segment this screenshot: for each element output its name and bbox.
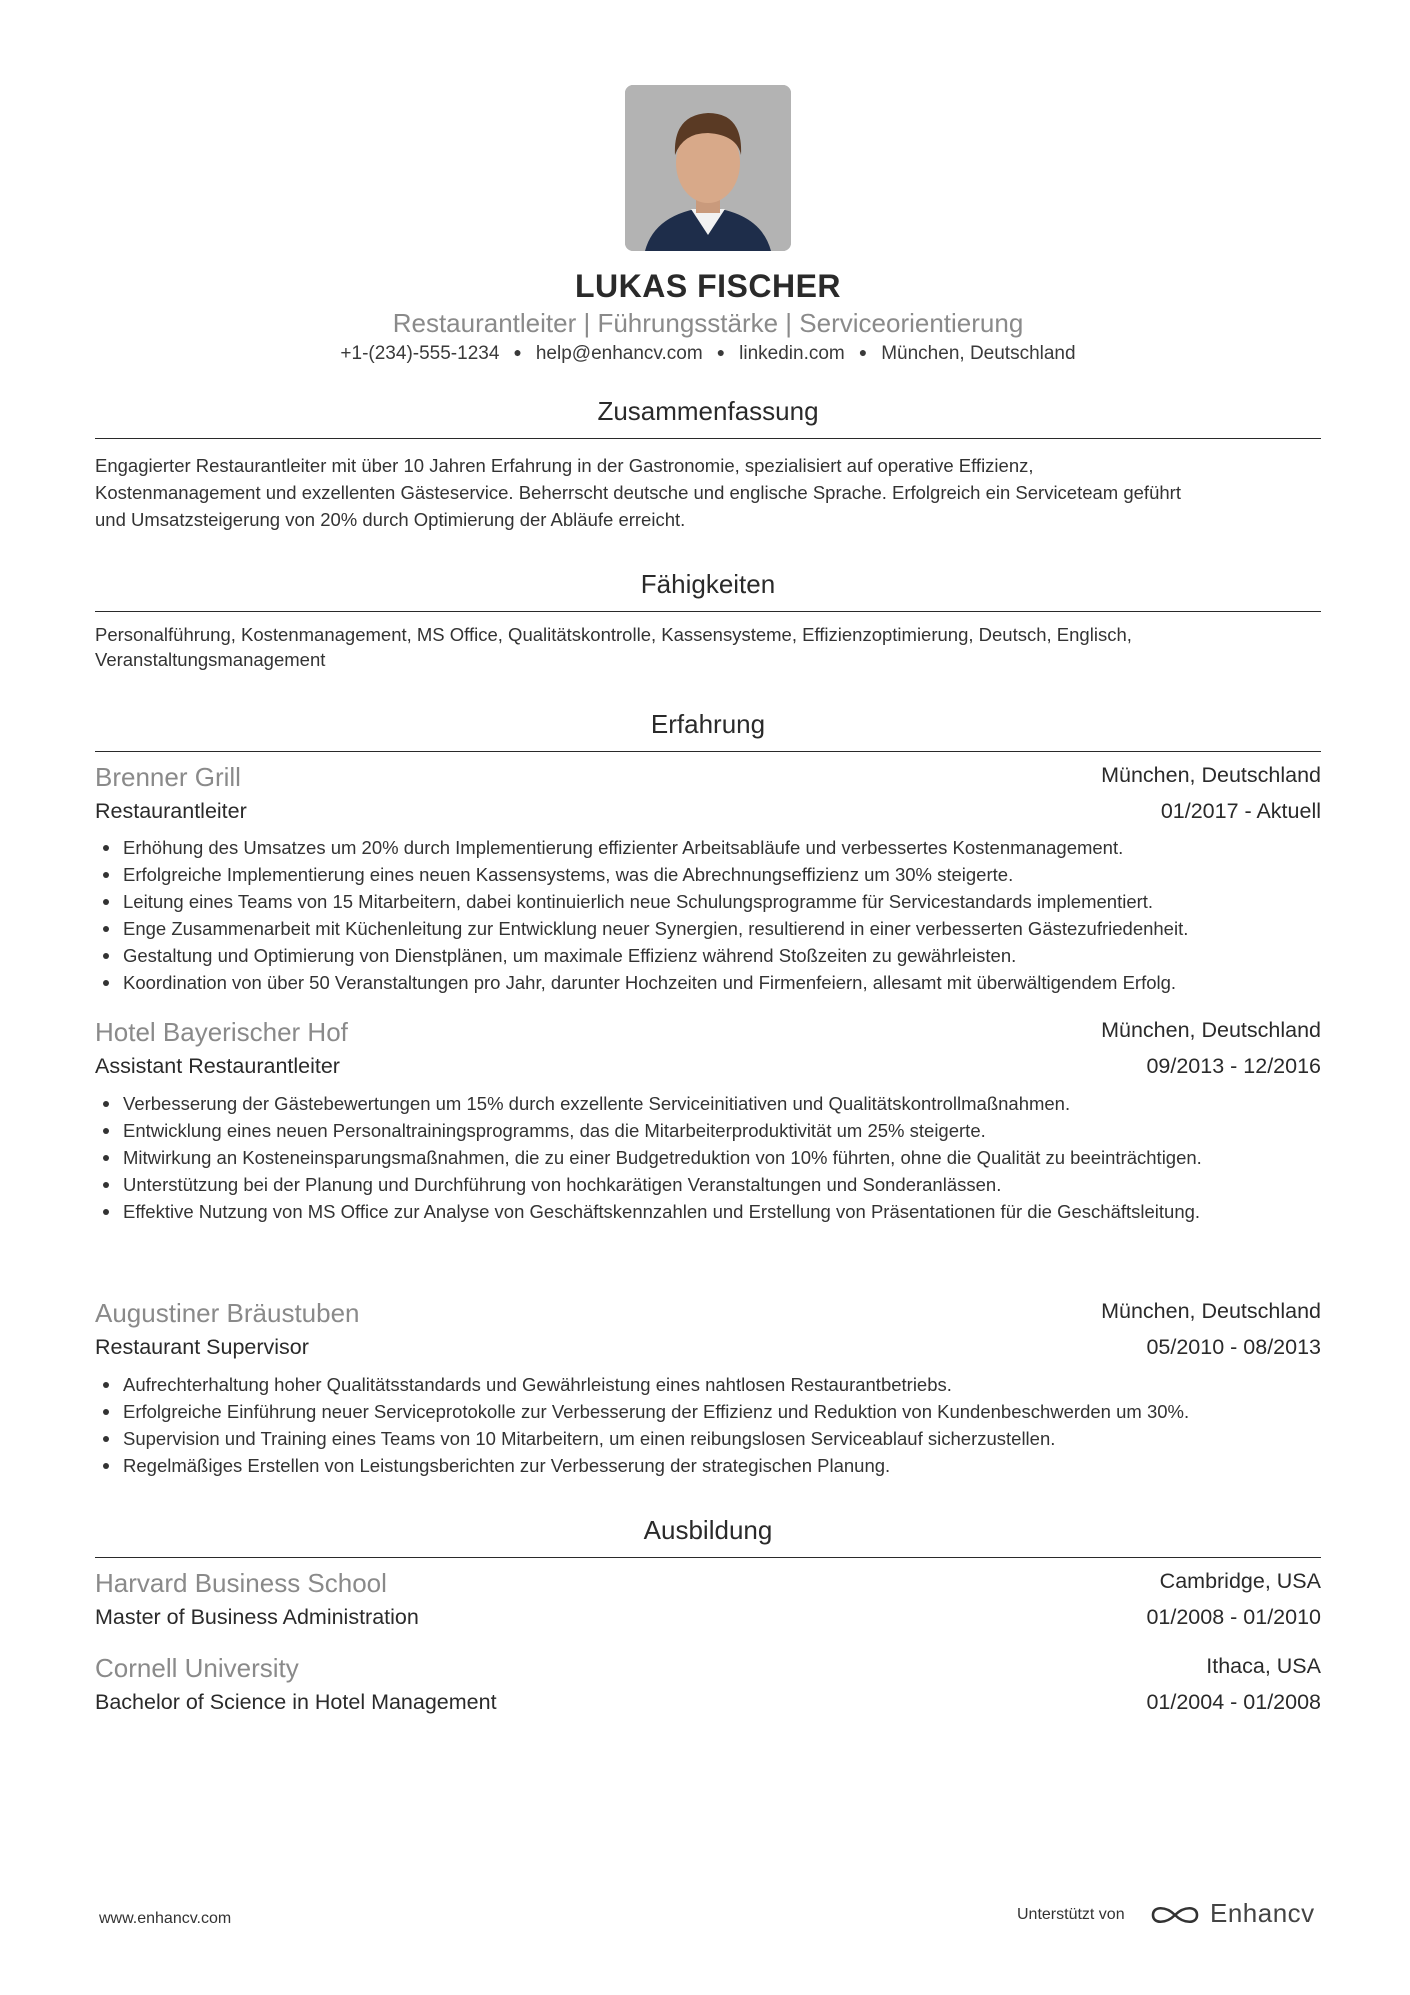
list-item: Leitung eines Teams von 15 Mitarbeitern, dabei kontinuierlich neue Schulungsprogramme für Servicestandards implementiert. (95, 888, 1321, 915)
job-dates: 05/2010 - 08/2013 (1146, 1335, 1321, 1359)
email: help@enhancv.com (535, 343, 703, 364)
headline: Restaurantleiter | Führungsstärke | Serviceorientierung (392, 308, 1024, 338)
school-dates: 01/2008 - 01/2010 (1146, 1605, 1321, 1629)
section-divider (95, 438, 1321, 439)
bullet-separator: ● (513, 344, 522, 360)
list-item: Mitwirkung an Kosteneinsparungsmaßnahmen, die zu einer Budgetreduktion von 10% führten, ohne die Qualität zu beeinträchtigen. (95, 1144, 1215, 1171)
job-dates: 01/2017 - Aktuell (1160, 799, 1321, 823)
job-bullets (95, 1371, 1321, 1479)
job-location: München, Deutschland (1101, 763, 1321, 787)
skills-line: Veranstaltungsmanagement (95, 649, 326, 670)
job-role: Assistant Restaurantleiter (95, 1054, 340, 1078)
footer-url-link[interactable]: www.enhancv.com (99, 1910, 232, 1927)
footer-powered-by: Unterstützt von (1017, 1906, 1125, 1923)
list-item: Unterstützung bei der Planung und Durchführung von hochkarätigen Veranstaltungen und Sonderanlässen. (95, 1171, 1215, 1198)
education-title: Ausbildung (643, 1515, 773, 1545)
list-item: Erfolgreiche Implementierung eines neuen Kassensystems, was die Abrechnungseffizienz um 30% steigerte. (95, 861, 1321, 888)
list-item: Enge Zusammenarbeit mit Küchenleitung zur Entwicklung neuer Synergien, resultierend in einer verbesserten Gästezufriedenheit. (95, 915, 1321, 942)
contact-line (95, 343, 1321, 365)
list-item: Regelmäßiges Erstellen von Leistungsberichten zur Verbesserung der strategischen Planung. (95, 1452, 1321, 1479)
experience-title: Erfahrung (650, 709, 766, 739)
location: München, Deutschland (881, 343, 1076, 364)
list-item: Koordination von über 50 Veranstaltungen pro Jahr, darunter Hochzeiten und Firmenfeiern, allesamt mit überwältigendem Erfolg. (95, 969, 1321, 996)
section-divider (95, 611, 1321, 612)
phone: +1-(234)-555-1234 (340, 343, 500, 364)
list-item: Verbesserung der Gästebewertungen um 15% durch exzellente Serviceinitiativen und Qualitätskontrollmaßnahmen. (95, 1090, 1215, 1117)
linkedin: linkedin.com (739, 343, 845, 364)
job-location: München, Deutschland (1101, 1018, 1321, 1042)
brand-name: Enhancv (1210, 1898, 1315, 1928)
job-bullets (95, 834, 1321, 996)
school-location: Ithaca, USA (1206, 1654, 1321, 1678)
summary-line: Engagierter Restaurantleiter mit über 10 Jahren Erfahrung in der Gastronomie, spezialisiert auf operative Effizienz, (95, 455, 1034, 476)
skills-line: Personalführung, Kostenmanagement, MS Office, Qualitätskontrolle, Kassensysteme, Effizienzoptimierung, Deutsch, Englisch, (95, 624, 1132, 645)
list-item: Effektive Nutzung von MS Office zur Analyse von Geschäftskennzahlen und Erstellung von Präsentationen für die Geschäftsleitung. (95, 1198, 1215, 1225)
job-role: Restaurantleiter (95, 799, 247, 823)
summary-text (95, 452, 1321, 533)
degree: Master of Business Administration (95, 1605, 419, 1629)
list-item: Supervision und Training eines Teams von 10 Mitarbeitern, um einen reibungslosen Serviceablauf sicherzustellen. (95, 1425, 1321, 1452)
company-name: Augustiner Bräustuben (95, 1298, 360, 1328)
summary-line: und Umsatzsteigerung von 20% durch Optimierung der Abläufe erreicht. (95, 509, 686, 530)
school-dates: 01/2004 - 01/2008 (1146, 1690, 1321, 1714)
job-bullets (95, 1090, 1215, 1225)
summary-title: Zusammenfassung (597, 396, 819, 426)
school-name: Cornell University (95, 1653, 299, 1683)
list-item: Erfolgreiche Einführung neuer Serviceprotokolle zur Verbesserung der Effizienz und Reduktion von Kundenbeschwerden um 30%. (95, 1398, 1321, 1425)
bullet-separator: ● (716, 344, 726, 360)
degree: Bachelor of Science in Hotel Management (95, 1690, 497, 1714)
skills-title: Fähigkeiten (640, 569, 776, 599)
bullet-separator: ● (858, 344, 868, 360)
section-divider (95, 1557, 1321, 1558)
job-location: München, Deutschland (1101, 1299, 1321, 1323)
company-name: Brenner Grill (95, 762, 241, 792)
profile-photo (625, 85, 791, 251)
enhancv-logo-icon (1150, 1898, 1200, 1937)
summary-line: Kostenmanagement und exzellenten Gästeservice. Beherrscht deutsche und englische Sprache. Erfolgreich ein Serviceteam geführt (95, 482, 1181, 503)
list-item: Gestaltung und Optimierung von Dienstplänen, um maximale Effizienz während Stoßzeiten zu gewährleisten. (95, 942, 1321, 969)
company-name: Hotel Bayerischer Hof (95, 1017, 348, 1047)
candidate-name: LUKAS FISCHER (574, 268, 842, 304)
school-name: Harvard Business School (95, 1568, 387, 1598)
list-item: Entwicklung eines neuen Personaltrainingsprogramms, das die Mitarbeiterproduktivität um 25% steigerte. (95, 1117, 1215, 1144)
job-dates: 09/2013 - 12/2016 (1146, 1054, 1321, 1078)
job-role: Restaurant Supervisor (95, 1335, 309, 1359)
skills-text (95, 622, 1321, 672)
list-item: Erhöhung des Umsatzes um 20% durch Implementierung effizienter Arbeitsabläufe und verbessertes Kostenmanagement. (95, 834, 1321, 861)
school-location: Cambridge, USA (1159, 1569, 1321, 1593)
list-item: Aufrechterhaltung hoher Qualitätsstandards und Gewährleistung eines nahtlosen Restaurantbetriebs. (95, 1371, 1321, 1398)
section-divider (95, 751, 1321, 752)
